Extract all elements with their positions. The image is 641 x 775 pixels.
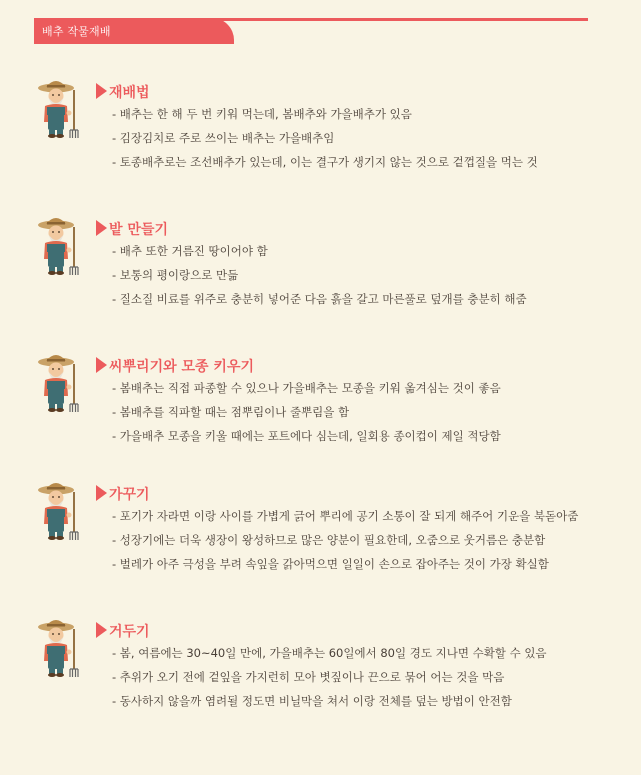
section-cultivation	[0, 76, 641, 186]
bullet-list	[112, 102, 538, 174]
list-item: - 봄배추를 직파할 때는 점뿌림이나 줄뿌림을 함	[112, 405, 350, 419]
section-heading-text: 거두기	[109, 624, 150, 640]
bullet-list	[112, 641, 547, 713]
list-item: - 추위가 오기 전에 겉잎을 가지런히 모아 볏짚이나 끈으로 묶어 어는 것을 막음	[112, 670, 505, 684]
farmer-icon	[36, 350, 84, 414]
list-item: - 배추는 한 해 두 번 키워 먹는데, 봄배추와 가을배추가 있음	[112, 107, 412, 121]
page-title: 배추 작물재배	[42, 25, 111, 38]
section-heading-text: 밭 만들기	[109, 222, 168, 238]
list-item: - 질소질 비료를 위주로 충분히 넣어준 다음 흙을 갈고 마른풀로 덮개를 충분히 해줌	[112, 292, 527, 306]
triangle-right-icon	[96, 83, 107, 99]
list-item: - 보통의 평이랑으로 만듦	[112, 268, 239, 282]
list-item: - 동사하지 않을까 염려될 정도면 비닐막을 쳐서 이랑 전체를 덮는 방법이 안전함	[112, 694, 512, 708]
triangle-right-icon	[96, 220, 107, 236]
section-harvest	[0, 615, 641, 725]
page-title-bar	[34, 18, 588, 44]
farmer-icon	[36, 213, 84, 277]
list-item: - 가을배추 모종을 키울 때에는 포트에다 심는데, 일회용 종이컵이 제일 적당함	[112, 429, 501, 443]
bullet-list	[112, 239, 527, 311]
triangle-right-icon	[96, 622, 107, 638]
farmer-icon	[36, 615, 84, 679]
bullet-list	[112, 376, 501, 448]
list-item: - 포기가 자라면 이랑 사이를 가볍게 긁어 뿌리에 공기 소통이 잘 되게 해주어 기운을 북돋아줌	[112, 509, 579, 523]
section-sowing	[0, 350, 641, 460]
section-field-prep	[0, 213, 641, 323]
list-item: - 토종배추로는 조선배추가 있는데, 이는 결구가 생기지 않는 것으로 겉껍질을 먹는 것	[112, 155, 538, 169]
section-heading-text: 가꾸기	[109, 487, 150, 503]
triangle-right-icon	[96, 357, 107, 373]
list-item: - 성장기에는 더욱 생장이 왕성하므로 많은 양분이 필요한데, 오줌으로 웃거름은 충분함	[112, 533, 546, 547]
section-heading-text: 재배법	[109, 85, 150, 101]
list-item: - 벌레가 아주 극성을 부려 속잎을 갉아먹으면 일일이 손으로 잡아주는 것이 가장 확실함	[112, 557, 549, 571]
section-heading-text: 씨뿌리기와 모종 키우기	[109, 359, 254, 375]
farmer-icon	[36, 76, 84, 140]
title-tab	[34, 18, 234, 44]
farmer-icon	[36, 478, 84, 542]
triangle-right-icon	[96, 485, 107, 501]
list-item: - 배추 또한 거름진 땅이어야 함	[112, 244, 268, 258]
section-tending	[0, 478, 641, 588]
bullet-list	[112, 504, 578, 576]
list-item: - 김장김치로 주로 쓰이는 배추는 가을배추임	[112, 131, 335, 145]
list-item: - 봄, 여름에는 30~40일 만에, 가을배추는 60일에서 80일 경도 지나면 수확할 수 있음	[112, 646, 547, 660]
list-item: - 봄배추는 직접 파종할 수 있으나 가을배추는 모종을 키워 옮겨심는 것이 좋음	[112, 381, 501, 395]
